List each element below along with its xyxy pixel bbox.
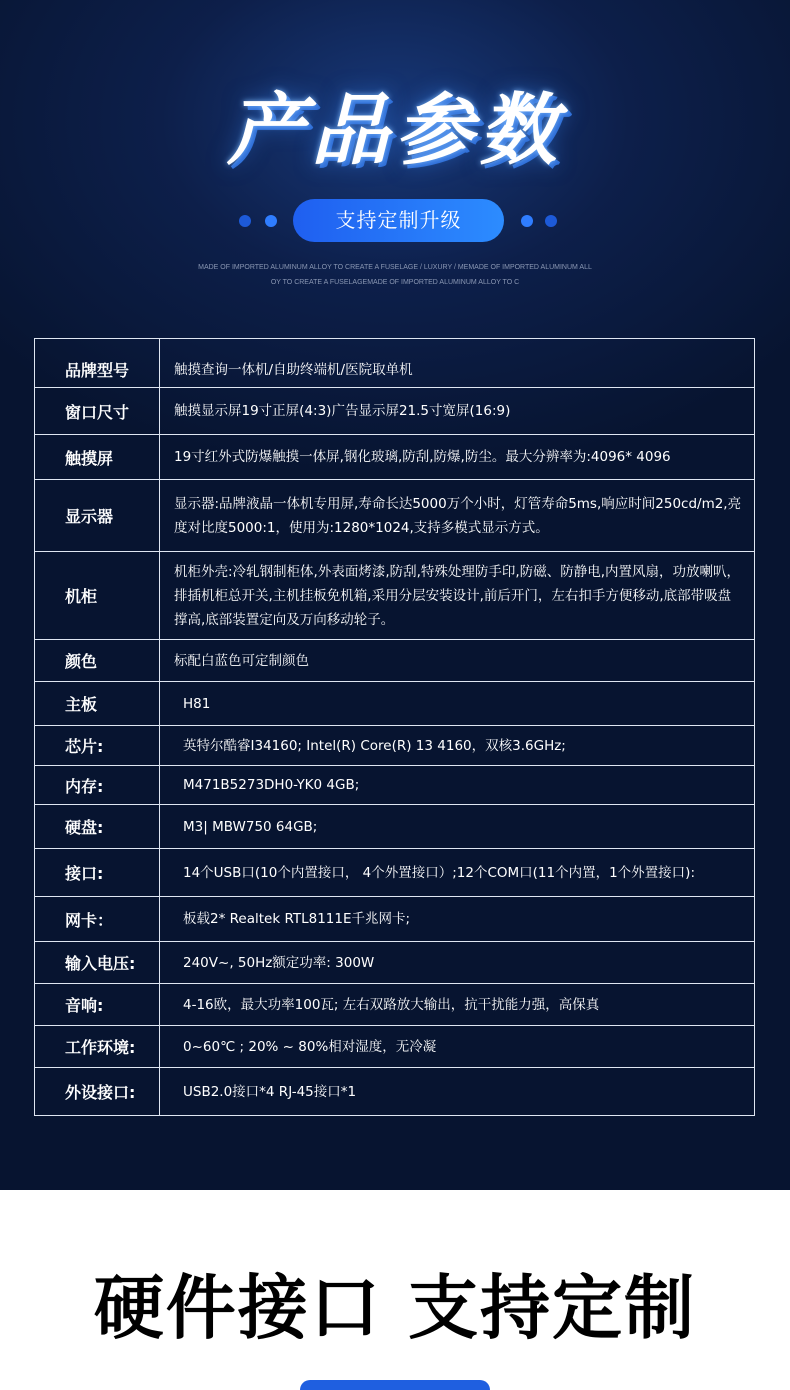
table-row [35, 942, 755, 984]
table-row [35, 388, 755, 435]
badge-row [0, 199, 790, 243]
spec-value: M3| MBW750 64GB; [160, 805, 755, 849]
table-row [35, 682, 755, 726]
hardware-section-title: 硬件接口 支持定制 [93, 1267, 697, 1349]
decorative-dot [545, 215, 557, 227]
spec-value: M471B5273DH0-YK0 4GB; [160, 766, 755, 805]
section-title: 产品参数 [226, 86, 563, 176]
spec-key: 品牌型号 [35, 339, 160, 388]
spec-value: 触摸查询一体机/自助终端机/医院取单机 [160, 339, 755, 388]
table-row [35, 984, 755, 1026]
spec-key: 外设接口: [35, 1068, 160, 1116]
spec-key: 输入电压: [35, 942, 160, 984]
spec-value: 机柜外壳:冷轧钢制柜体,外表面烤漆,防刮,特殊处理防手印,防磁、防静电,内置风扇，功放喇叭，排插机柜总开关,主机挂板免机箱,采用分层安装设计,前后开门，左右扣手方便移动,底部带吸盘撑高,底部装置定向及万向移动轮子。 [160, 552, 755, 640]
spec-key: 内存: [35, 766, 160, 805]
spec-table [34, 338, 755, 1116]
spec-value: 触摸显示屏19寸正屏(4:3)广告显示屏21.5寸宽屏(16:9) [160, 388, 755, 435]
table-row [35, 1068, 755, 1116]
spec-key: 音响: [35, 984, 160, 1026]
spec-key: 网卡： [35, 897, 160, 942]
spec-value: 显示器:品牌液晶一体机专用屏,寿命长达5000万个小时，灯管寿命5ms,响应时间250cd/m2,亮度对比度5000:1，使用为:1280*1024,支持多模式显示方式。 [160, 480, 755, 552]
table-row [35, 726, 755, 766]
table-row [35, 339, 755, 388]
spec-value: 240V~, 50Hz额定功率: 300W [160, 942, 755, 984]
table-row [35, 552, 755, 640]
table-row [35, 480, 755, 552]
table-row [35, 897, 755, 942]
customize-badge: 支持定制升级 [293, 199, 504, 242]
decorative-bar [300, 1380, 490, 1390]
decorative-dot [265, 215, 277, 227]
spec-key: 窗口尺寸 [35, 388, 160, 435]
spec-value: 19寸红外式防爆触摸一体屏,钢化玻璃,防刮,防爆,防尘。最大分辨率为:4096* 4096 [160, 435, 755, 480]
table-row [35, 1026, 755, 1068]
spec-value: 标配白蓝色可定制颜色 [160, 640, 755, 682]
spec-key: 触摸屏 [35, 435, 160, 480]
spec-value: 英特尔酷睿I34160; Intel(R) Core(R) 13 4160，双核3.6GHz; [160, 726, 755, 766]
spec-key: 接口: [35, 849, 160, 897]
decorative-dot [239, 215, 251, 227]
table-row [35, 640, 755, 682]
spec-key: 显示器 [35, 480, 160, 552]
spec-value: H81 [160, 682, 755, 726]
table-row [35, 435, 755, 480]
spec-value: USB2.0接口*4 RJ-45接口*1 [160, 1068, 755, 1116]
spec-key: 机柜 [35, 552, 160, 640]
spec-value: 0~60℃ ; 20% ~ 80%相对湿度，无冷凝 [160, 1026, 755, 1068]
spec-key: 工作环境: [35, 1026, 160, 1068]
english-tagline-1: MADE OF IMPORTED ALUMINUM ALLOY TO CREATE A FUSELAGE / LUXURY / MEMADE OF IMPORTED ALUMINUM ALL [198, 264, 592, 271]
spec-value: 4-16欧，最大功率100瓦; 左右双路放大输出，抗干扰能力强，高保真 [160, 984, 755, 1026]
spec-value: 14个USB口(10个内置接口， 4个外置接口）;12个COM口(11个内置，1个外置接口): [160, 849, 755, 897]
spec-key: 芯片: [35, 726, 160, 766]
table-row [35, 805, 755, 849]
decorative-dot [521, 215, 533, 227]
table-row [35, 849, 755, 897]
spec-value: 板载2* Realtek RTL8111E千兆网卡; [160, 897, 755, 942]
table-row [35, 766, 755, 805]
spec-key: 颜色 [35, 640, 160, 682]
spec-key: 硬盘: [35, 805, 160, 849]
spec-key: 主板 [35, 682, 160, 726]
english-tagline-2: OY TO CREATE A FUSELAGEMADE OF IMPORTED ALUMINUM ALLOY TO C [270, 279, 520, 286]
